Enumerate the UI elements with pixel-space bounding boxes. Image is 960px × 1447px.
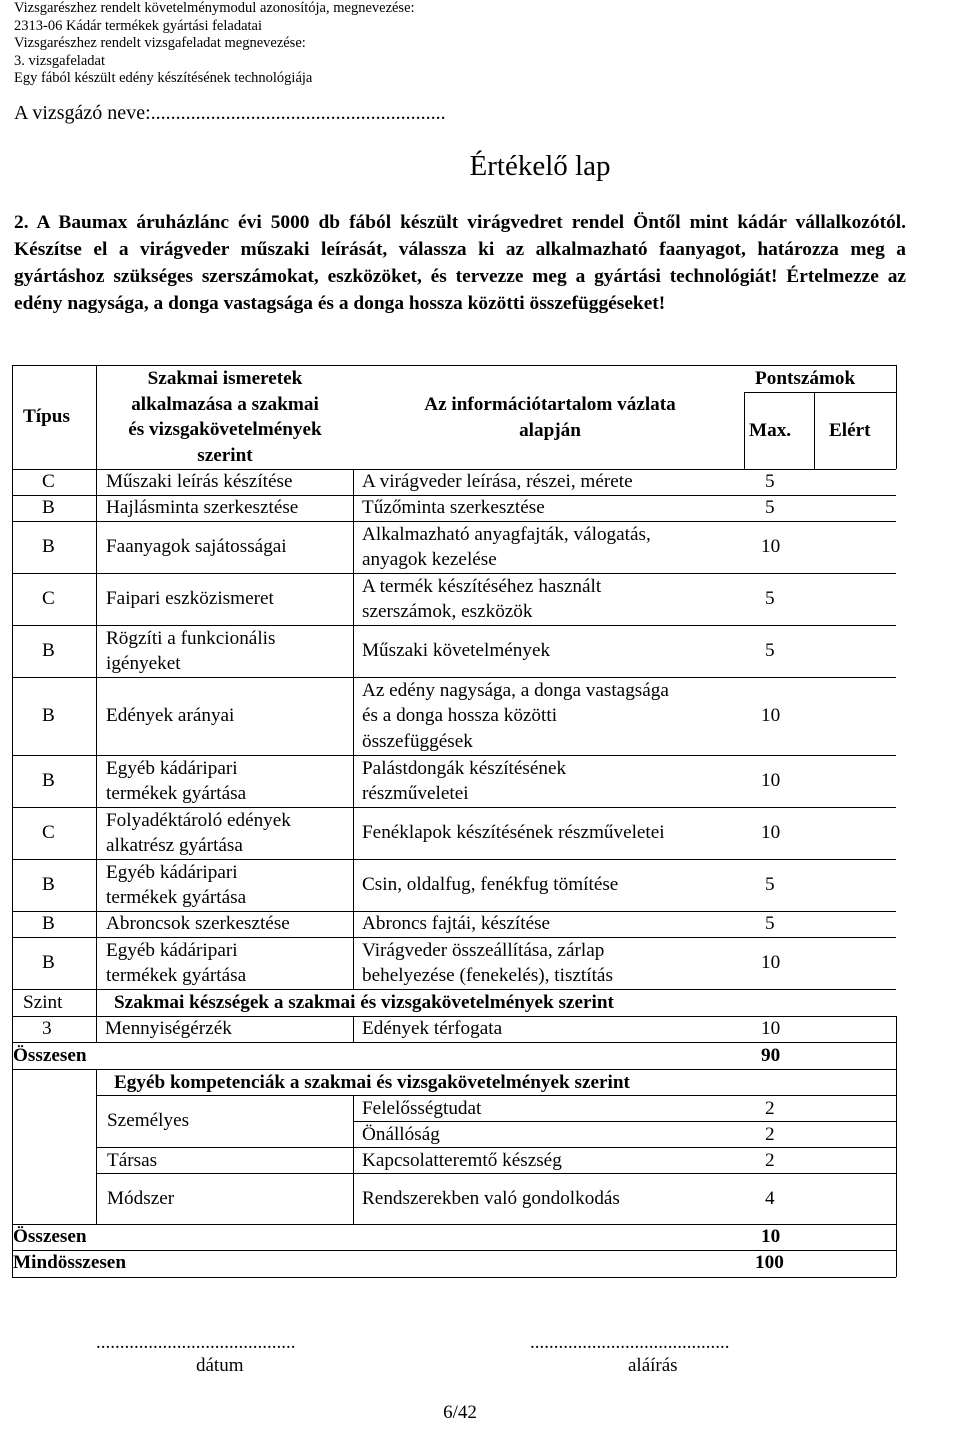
- table-border: [12, 365, 896, 366]
- row-info: Alkalmazható anyagfajták, válogatás,: [362, 523, 651, 545]
- table-grid: [12, 573, 896, 574]
- table-grid: [744, 392, 896, 393]
- row-info: A termék készítéséhez használt: [362, 575, 602, 597]
- row-knowledge: Egyéb kádáripari: [106, 861, 238, 883]
- competence-group: Módszer: [107, 1188, 175, 1209]
- col-header-knowledge-line: és vizsgakövetelmények: [128, 419, 322, 440]
- row-info: Fenéklapok készítésének részműveletei: [362, 822, 665, 844]
- row-info: Abroncs fajtái, készítése: [362, 913, 551, 935]
- col-header-info-line: alapján: [519, 419, 581, 441]
- row-knowledge: termékek gyártása: [106, 965, 247, 986]
- table-grid: [96, 1095, 896, 1096]
- table-grid: [96, 1173, 896, 1174]
- row-type: B: [42, 640, 55, 662]
- skills-header-level: Szint: [23, 992, 63, 1013]
- row-max: 10: [761, 536, 781, 558]
- table-border: [12, 1277, 896, 1278]
- row-info: A virágveder leírása, részei, mérete: [362, 471, 633, 493]
- row-knowledge: Abroncsok szerkesztése: [106, 913, 290, 935]
- table-grid: [12, 625, 896, 626]
- row-info: összefüggések: [362, 730, 473, 752]
- row-max: 10: [761, 822, 781, 844]
- row-info: Tűzőminta szerkesztése: [362, 497, 545, 519]
- row-max: 5: [765, 588, 775, 610]
- row-max: 5: [765, 640, 775, 662]
- col-header-type: Típus: [23, 406, 70, 427]
- row-info: és a donga hossza közötti: [362, 705, 558, 727]
- subtotal-label: Összesen: [13, 1226, 87, 1247]
- row-info: Az edény nagysága, a donga vastagsága: [362, 679, 669, 701]
- row-max: 10: [761, 705, 781, 727]
- table-grid: [12, 1224, 896, 1225]
- row-type: B: [42, 952, 55, 974]
- row-max: 5: [765, 497, 775, 519]
- row-type: C: [42, 822, 55, 844]
- skills-name: Mennyiségérzék: [105, 1018, 232, 1039]
- row-type: B: [42, 497, 55, 519]
- row-type: B: [42, 913, 55, 935]
- row-knowledge: Edények arányai: [106, 705, 235, 727]
- table-grid: [12, 937, 896, 938]
- table-border: [896, 365, 897, 469]
- row-type: C: [42, 588, 55, 610]
- signature-line: ..........................................: [530, 1332, 730, 1353]
- row-max: 10: [761, 770, 781, 792]
- competence-header: Egyéb kompetenciák a szakmai és vizsgakövetelmények szerint: [114, 1072, 630, 1093]
- row-type: B: [42, 770, 55, 792]
- task-number: 2.: [14, 212, 29, 233]
- table-grid: [96, 365, 97, 1016]
- row-knowledge: Műszaki leírás készítése: [106, 471, 293, 493]
- col-header-knowledge-line: alkalmazása a szakmai: [131, 393, 319, 415]
- row-knowledge: Faanyagok sajátosságai: [106, 536, 287, 558]
- competence-max: 4: [765, 1188, 775, 1209]
- row-knowledge: Folyadéktároló edények: [106, 809, 291, 831]
- competence-item: Önállóság: [362, 1124, 440, 1145]
- table-grid: [353, 1121, 896, 1122]
- row-info: Műszaki követelmények: [362, 640, 551, 662]
- row-knowledge: Egyéb kádáripari: [106, 757, 238, 779]
- table-grid: [12, 1016, 896, 1017]
- competence-group: Társas: [107, 1150, 158, 1171]
- header-line: 3. vizsgafeladat: [14, 52, 105, 69]
- row-max: 5: [765, 874, 775, 896]
- row-type: B: [42, 705, 55, 727]
- skills-info: Edények térfogata: [362, 1018, 503, 1039]
- page-number: 6/42: [443, 1402, 477, 1423]
- row-type: B: [42, 874, 55, 896]
- date-label: dátum: [196, 1355, 244, 1376]
- table-grid: [12, 911, 896, 912]
- competence-max: 2: [765, 1150, 775, 1171]
- skills-header-title: Szakmai készségek a szakmai és vizsgakövetelmények szerint: [114, 992, 614, 1013]
- col-header-info: [355, 392, 745, 443]
- grand-total-label: Mindösszesen: [13, 1252, 126, 1273]
- date-line: ..........................................: [96, 1332, 296, 1353]
- table-grid: [12, 469, 896, 470]
- row-max: 5: [765, 913, 775, 935]
- col-header-points: Pontszámok: [755, 368, 856, 389]
- table-grid: [12, 807, 896, 808]
- competence-item: Kapcsolatteremtő készség: [362, 1150, 562, 1171]
- row-info: szerszámok, eszközök: [362, 601, 533, 622]
- col-header-knowledge-line: szerint: [197, 444, 253, 466]
- table-border: [12, 365, 13, 1277]
- subtotal-value: 90: [761, 1045, 781, 1066]
- skills-max: 10: [761, 1018, 781, 1039]
- row-knowledge: Hajlásminta szerkesztése: [106, 497, 299, 519]
- table-grid: [96, 1016, 97, 1042]
- row-info: Palástdongák készítésének: [362, 757, 567, 779]
- page-title: Értékelő lap: [469, 150, 611, 182]
- table-grid: [12, 755, 896, 756]
- table-grid: [12, 495, 896, 496]
- competence-group: Személyes: [107, 1110, 190, 1131]
- task-description: [14, 209, 906, 317]
- candidate-name-field: A vizsgázó neve:...........................................................: [14, 102, 446, 124]
- competence-max: 2: [765, 1124, 775, 1145]
- table-grid: [814, 392, 815, 469]
- table-grid: [353, 1095, 354, 1224]
- table-grid: [744, 392, 745, 469]
- competence-item: Felelősségtudat: [362, 1098, 482, 1119]
- table-grid: [353, 1016, 354, 1042]
- table-grid: [12, 989, 896, 990]
- row-knowledge: termékek gyártása: [106, 887, 247, 908]
- col-header-achieved: Elért: [829, 420, 871, 441]
- grand-total-value: 100: [755, 1252, 784, 1273]
- header-line: Vizsgarészhez rendelt követelménymodul azonosítója, megnevezése:: [14, 0, 415, 16]
- row-max: 5: [765, 471, 775, 493]
- header-line: Vizsgarészhez rendelt vizsgafeladat megnevezése:: [14, 35, 306, 52]
- document-header: [14, 0, 415, 88]
- table-grid: [12, 677, 896, 678]
- task-text: A Baumax áruházlánc évi 5000 db fából készült virágvedret rendel Öntől mint kádár vállalkozótól. Készítse el a virágveder műszaki leírását, válassza ki az alkalmazható faanyagot, határozza meg a gyártáshoz szükséges szerszámokat, eszközöket, és tervezze meg a gyártási technológiát! Értelmezze az edény nagysága, a donga vastagsága és a donga hossza közötti összefüggéseket!: [14, 212, 906, 314]
- table-grid: [12, 1069, 896, 1070]
- row-knowledge: Rögzíti a funkcionális: [106, 627, 276, 649]
- row-type: B: [42, 536, 55, 558]
- subtotal-label: Összesen: [13, 1045, 87, 1066]
- row-info: részműveletei: [362, 783, 469, 804]
- row-type: C: [42, 471, 55, 493]
- col-header-knowledge: [100, 366, 350, 468]
- subtotal-value: 10: [761, 1226, 781, 1247]
- row-knowledge: Egyéb kádáripari: [106, 939, 238, 961]
- header-line: 2313-06 Kádár termékek gyártási feladatai: [14, 17, 263, 34]
- header-line: Egy fából készült edény készítésének technológiája: [14, 70, 313, 87]
- row-info: anyagok kezelése: [362, 549, 497, 570]
- row-info: Csin, oldalfug, fenékfug tömítése: [362, 874, 619, 896]
- competence-item: Rendszerekben való gondolkodás: [362, 1188, 620, 1209]
- table-grid: [12, 859, 896, 860]
- signature-label: aláírás: [628, 1355, 678, 1376]
- table-grid: [12, 1250, 896, 1251]
- skills-level: 3: [42, 1018, 52, 1039]
- competence-max: 2: [765, 1098, 775, 1119]
- table-grid: [12, 1042, 896, 1043]
- col-header-max: Max.: [749, 420, 792, 441]
- row-info: Virágveder összeállítása, zárlap: [362, 939, 605, 961]
- table-grid: [12, 521, 896, 522]
- row-knowledge: Faipari eszközismeret: [106, 588, 274, 610]
- col-header-knowledge-line: Szakmai ismeretek: [147, 368, 303, 389]
- table-grid: [96, 1147, 896, 1148]
- row-knowledge: alkatrész gyártása: [106, 835, 243, 856]
- row-knowledge: termékek gyártása: [106, 783, 247, 804]
- table-border: [896, 1016, 897, 1277]
- col-header-info-line: Az információtartalom vázlata: [424, 394, 676, 415]
- row-max: 10: [761, 952, 781, 974]
- row-knowledge: igényeket: [106, 653, 181, 674]
- row-info: behelyezése (fenekelés), tisztítás: [362, 965, 613, 986]
